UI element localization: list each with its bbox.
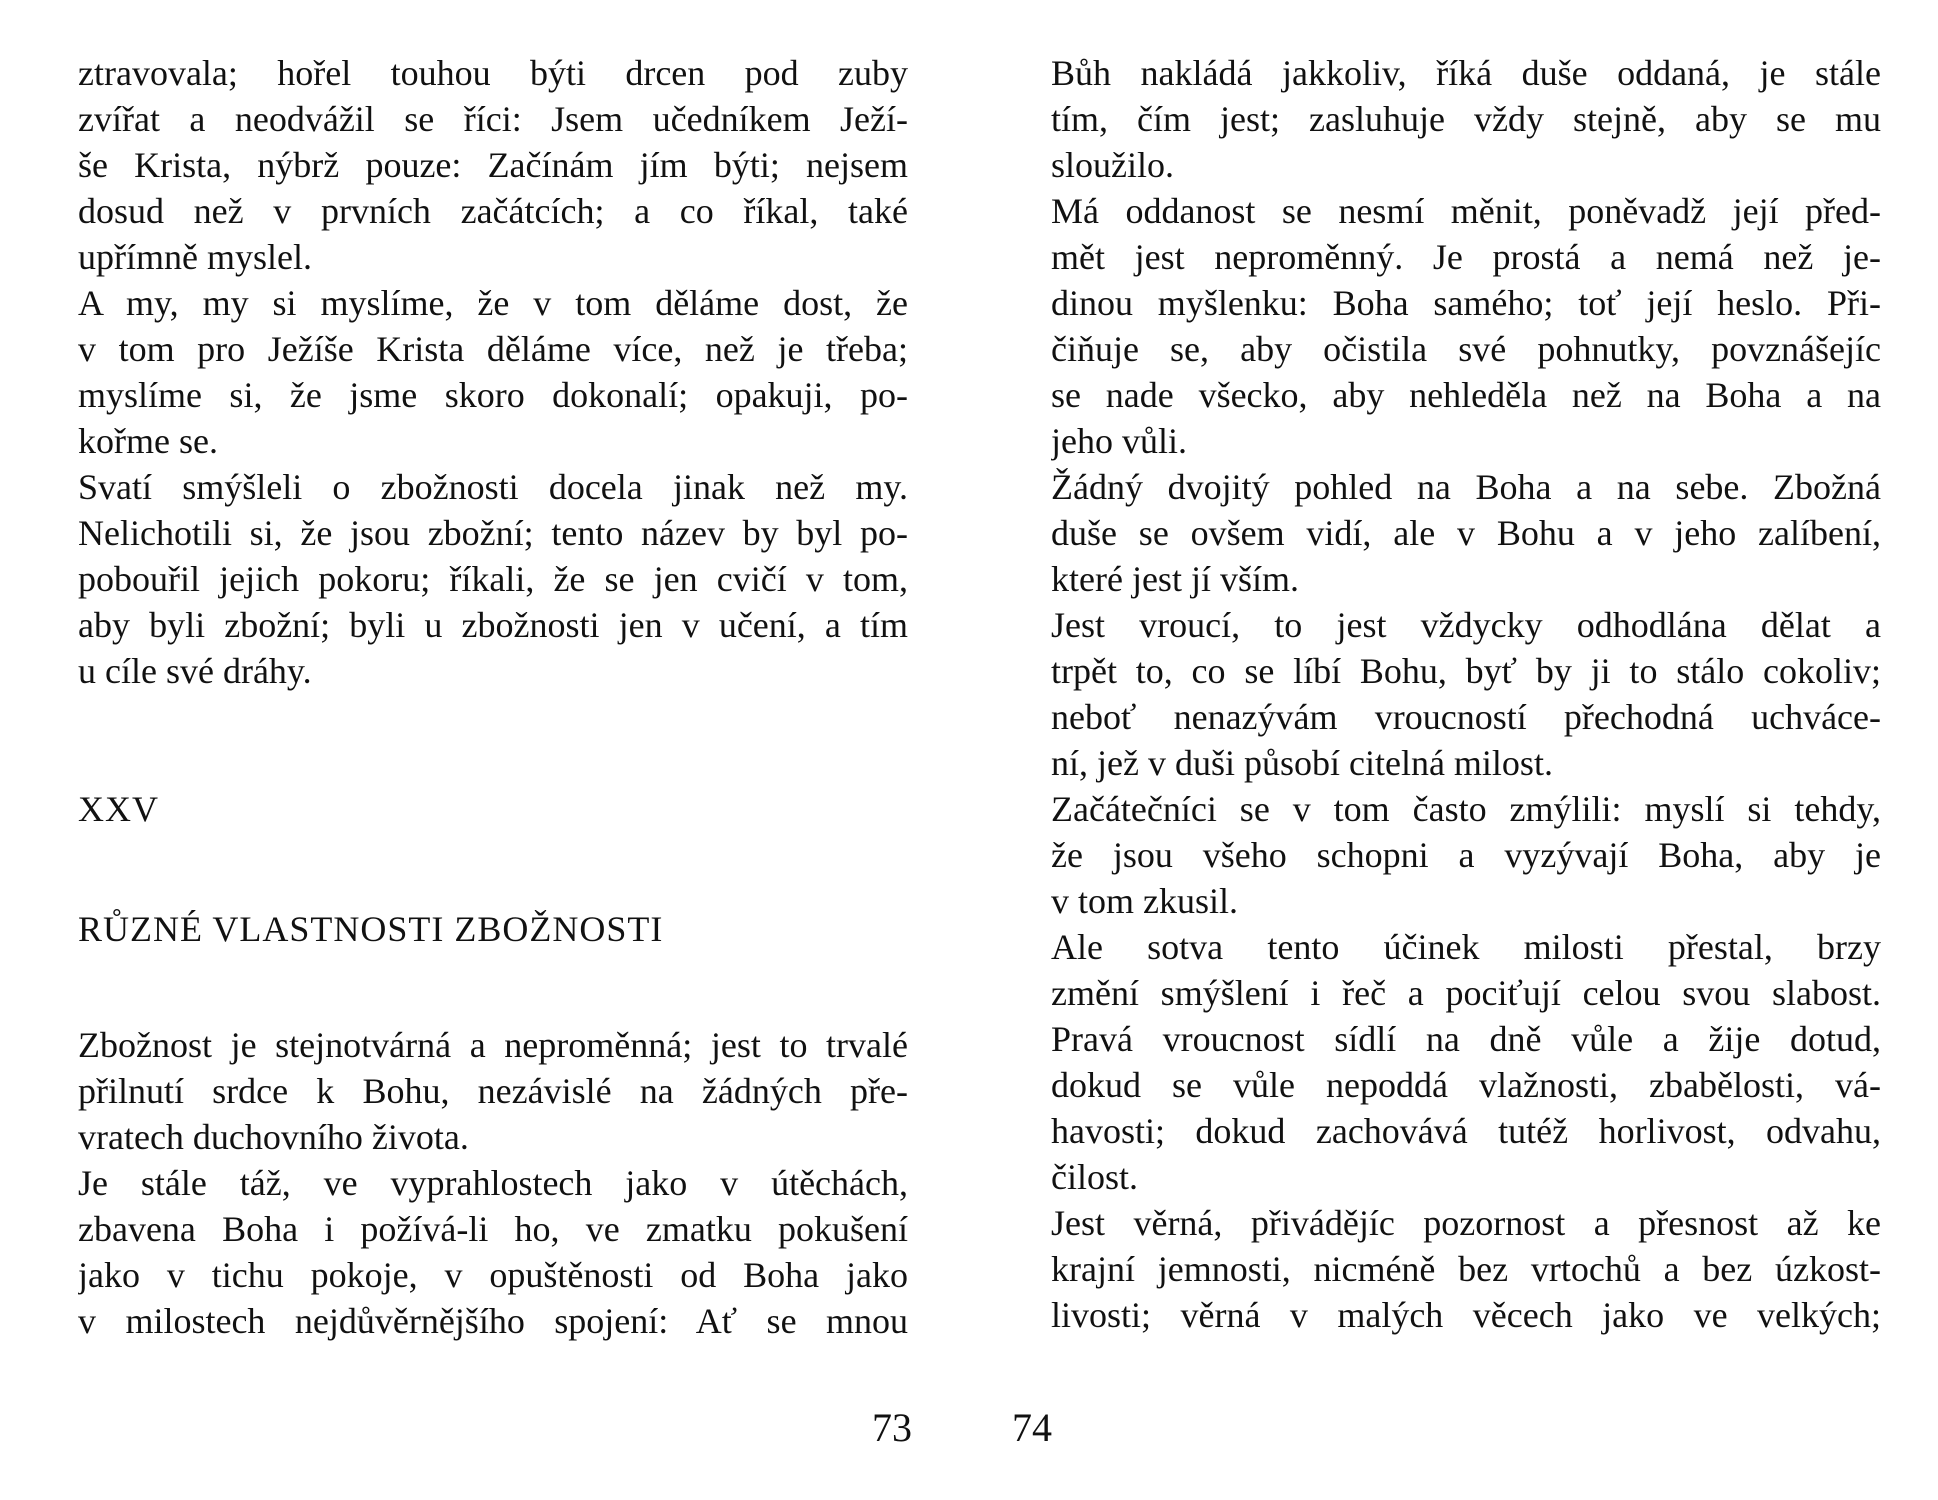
text-block [1051, 50, 1881, 1338]
text-line: se nade všecko, aby nehleděla než na Boha a na [1051, 375, 1881, 415]
text-line: Bůh nakládá jakkoliv, říká duše oddaná, je stále [1051, 53, 1881, 93]
text-line: že jsou všeho schopni a vyzývají Boha, aby je [1051, 835, 1881, 875]
text-line: jako v tichu pokoje, v opuštěnosti od Boha jako [78, 1255, 908, 1295]
text-line: duše se ovšem vidí, ale v Bohu a v jeho zalíbení, [1051, 513, 1881, 553]
chapter-number: XXV [78, 789, 159, 829]
text-line: Jest věrná, přivádějíc pozornost a přesnost až ke [1051, 1203, 1881, 1243]
text-line: sloužilo. [1051, 145, 1174, 185]
text-line: kořme se. [78, 421, 218, 461]
text-line: pobouřil jejich pokoru; říkali, že se jen cvičí v tom, [78, 559, 908, 599]
text-line: myslíme si, že jsme skoro dokonalí; opakuji, po- [78, 375, 908, 415]
text-line: Ale sotva tento účinek milosti přestal, brzy [1051, 927, 1881, 967]
text-line: havosti; dokud zachovává tutéž horlivost, odvahu, [1051, 1111, 1881, 1151]
text-line: v tom zkusil. [1051, 881, 1238, 921]
text-line: livosti; věrná v malých věcech jako ve velkých; [1051, 1295, 1881, 1335]
text-line: mět jest neproměnný. Je prostá a nemá než je- [1051, 237, 1881, 277]
text-line: Svatí smýšleli o zbožnosti docela jinak než my. [78, 467, 908, 507]
page-number: 74 [1012, 1405, 1052, 1450]
text-line: Zbožnost je stejnotvárná a neproměnná; jest to trvalé [78, 1025, 908, 1065]
text-line: v milostech nejdůvěrnějšího spojení: Ať se mnou [78, 1301, 908, 1341]
text-line: Začátečníci se v tom často zmýlili: myslí si tehdy, [1051, 789, 1881, 829]
text-line: Má oddanost se nesmí měnit, poněvadž její před- [1051, 191, 1881, 231]
text-line: aby byli zbožní; byli u zbožnosti jen v učení, a tím [78, 605, 908, 645]
text-line: zbavena Boha i požívá-li ho, ve zmatku pokušení [78, 1209, 908, 1249]
text-line: dokud se vůle nepoddá vlažnosti, zbabělosti, vá- [1051, 1065, 1881, 1105]
text-line: ztravovala; hořel touhou býti drcen pod zuby [78, 53, 908, 93]
text-line: neboť nenazývám vroucností přechodná uchváce- [1051, 697, 1881, 737]
text-line: še Krista, nýbrž pouze: Začínám jím býti; nejsem [78, 145, 908, 185]
text-line: jeho vůli. [1051, 421, 1187, 461]
text-block-bottom [78, 1022, 908, 1344]
text-line: které jest jí vším. [1051, 559, 1299, 599]
right-page [969, 0, 1938, 1500]
text-line: Žádný dvojitý pohled na Boha a na sebe. Zbožná [1051, 467, 1881, 507]
text-line: Jest vroucí, to jest vždycky odhodlána dělat a [1051, 605, 1881, 645]
text-line: dosud než v prvních začátcích; a co říkal, také [78, 191, 908, 231]
text-line: A my, my si myslíme, že v tom děláme dost, že [78, 283, 908, 323]
text-line: u cíle své dráhy. [78, 651, 312, 691]
text-line: vratech duchovního života. [78, 1117, 469, 1157]
text-line: trpět to, co se líbí Bohu, byť by ji to stálo cokoliv; [1051, 651, 1881, 691]
text-line: čilost. [1051, 1157, 1138, 1197]
text-line: Pravá vroucnost sídlí na dně vůle a žije dotud, [1051, 1019, 1881, 1059]
text-line: čiňuje se, aby očistila své pohnutky, povznášejíc [1051, 329, 1881, 369]
text-line: v tom pro Ježíše Krista děláme více, než je třeba; [78, 329, 908, 369]
text-line: zvířat a neodvážil se říci: Jsem učedníkem Ježí- [78, 99, 908, 139]
text-line: přilnutí srdce k Bohu, nezávislé na žádných pře- [78, 1071, 908, 1111]
page-number: 73 [872, 1405, 912, 1450]
text-line: tím, čím jest; zasluhuje vždy stejně, aby se mu [1051, 99, 1881, 139]
text-line: Nelichotili si, že jsou zbožní; tento název by byl po- [78, 513, 908, 553]
text-line: upřímně myslel. [78, 237, 312, 277]
text-block-top [78, 50, 908, 694]
text-line: krajní jemnosti, nicméně bez vrtochů a bez úzkost- [1051, 1249, 1881, 1289]
text-line: ní, jež v duši působí citelná milost. [1051, 743, 1553, 783]
text-line: Je stále táž, ve vyprahlostech jako v útěchách, [78, 1163, 908, 1203]
chapter-title: RŮZNÉ VLASTNOSTI ZBOŽNOSTI [78, 909, 664, 949]
text-line: změní smýšlení i řeč a pociťují celou svou slabost. [1051, 973, 1881, 1013]
text-line: dinou myšlenku: Boha samého; toť její heslo. Při- [1051, 283, 1881, 323]
